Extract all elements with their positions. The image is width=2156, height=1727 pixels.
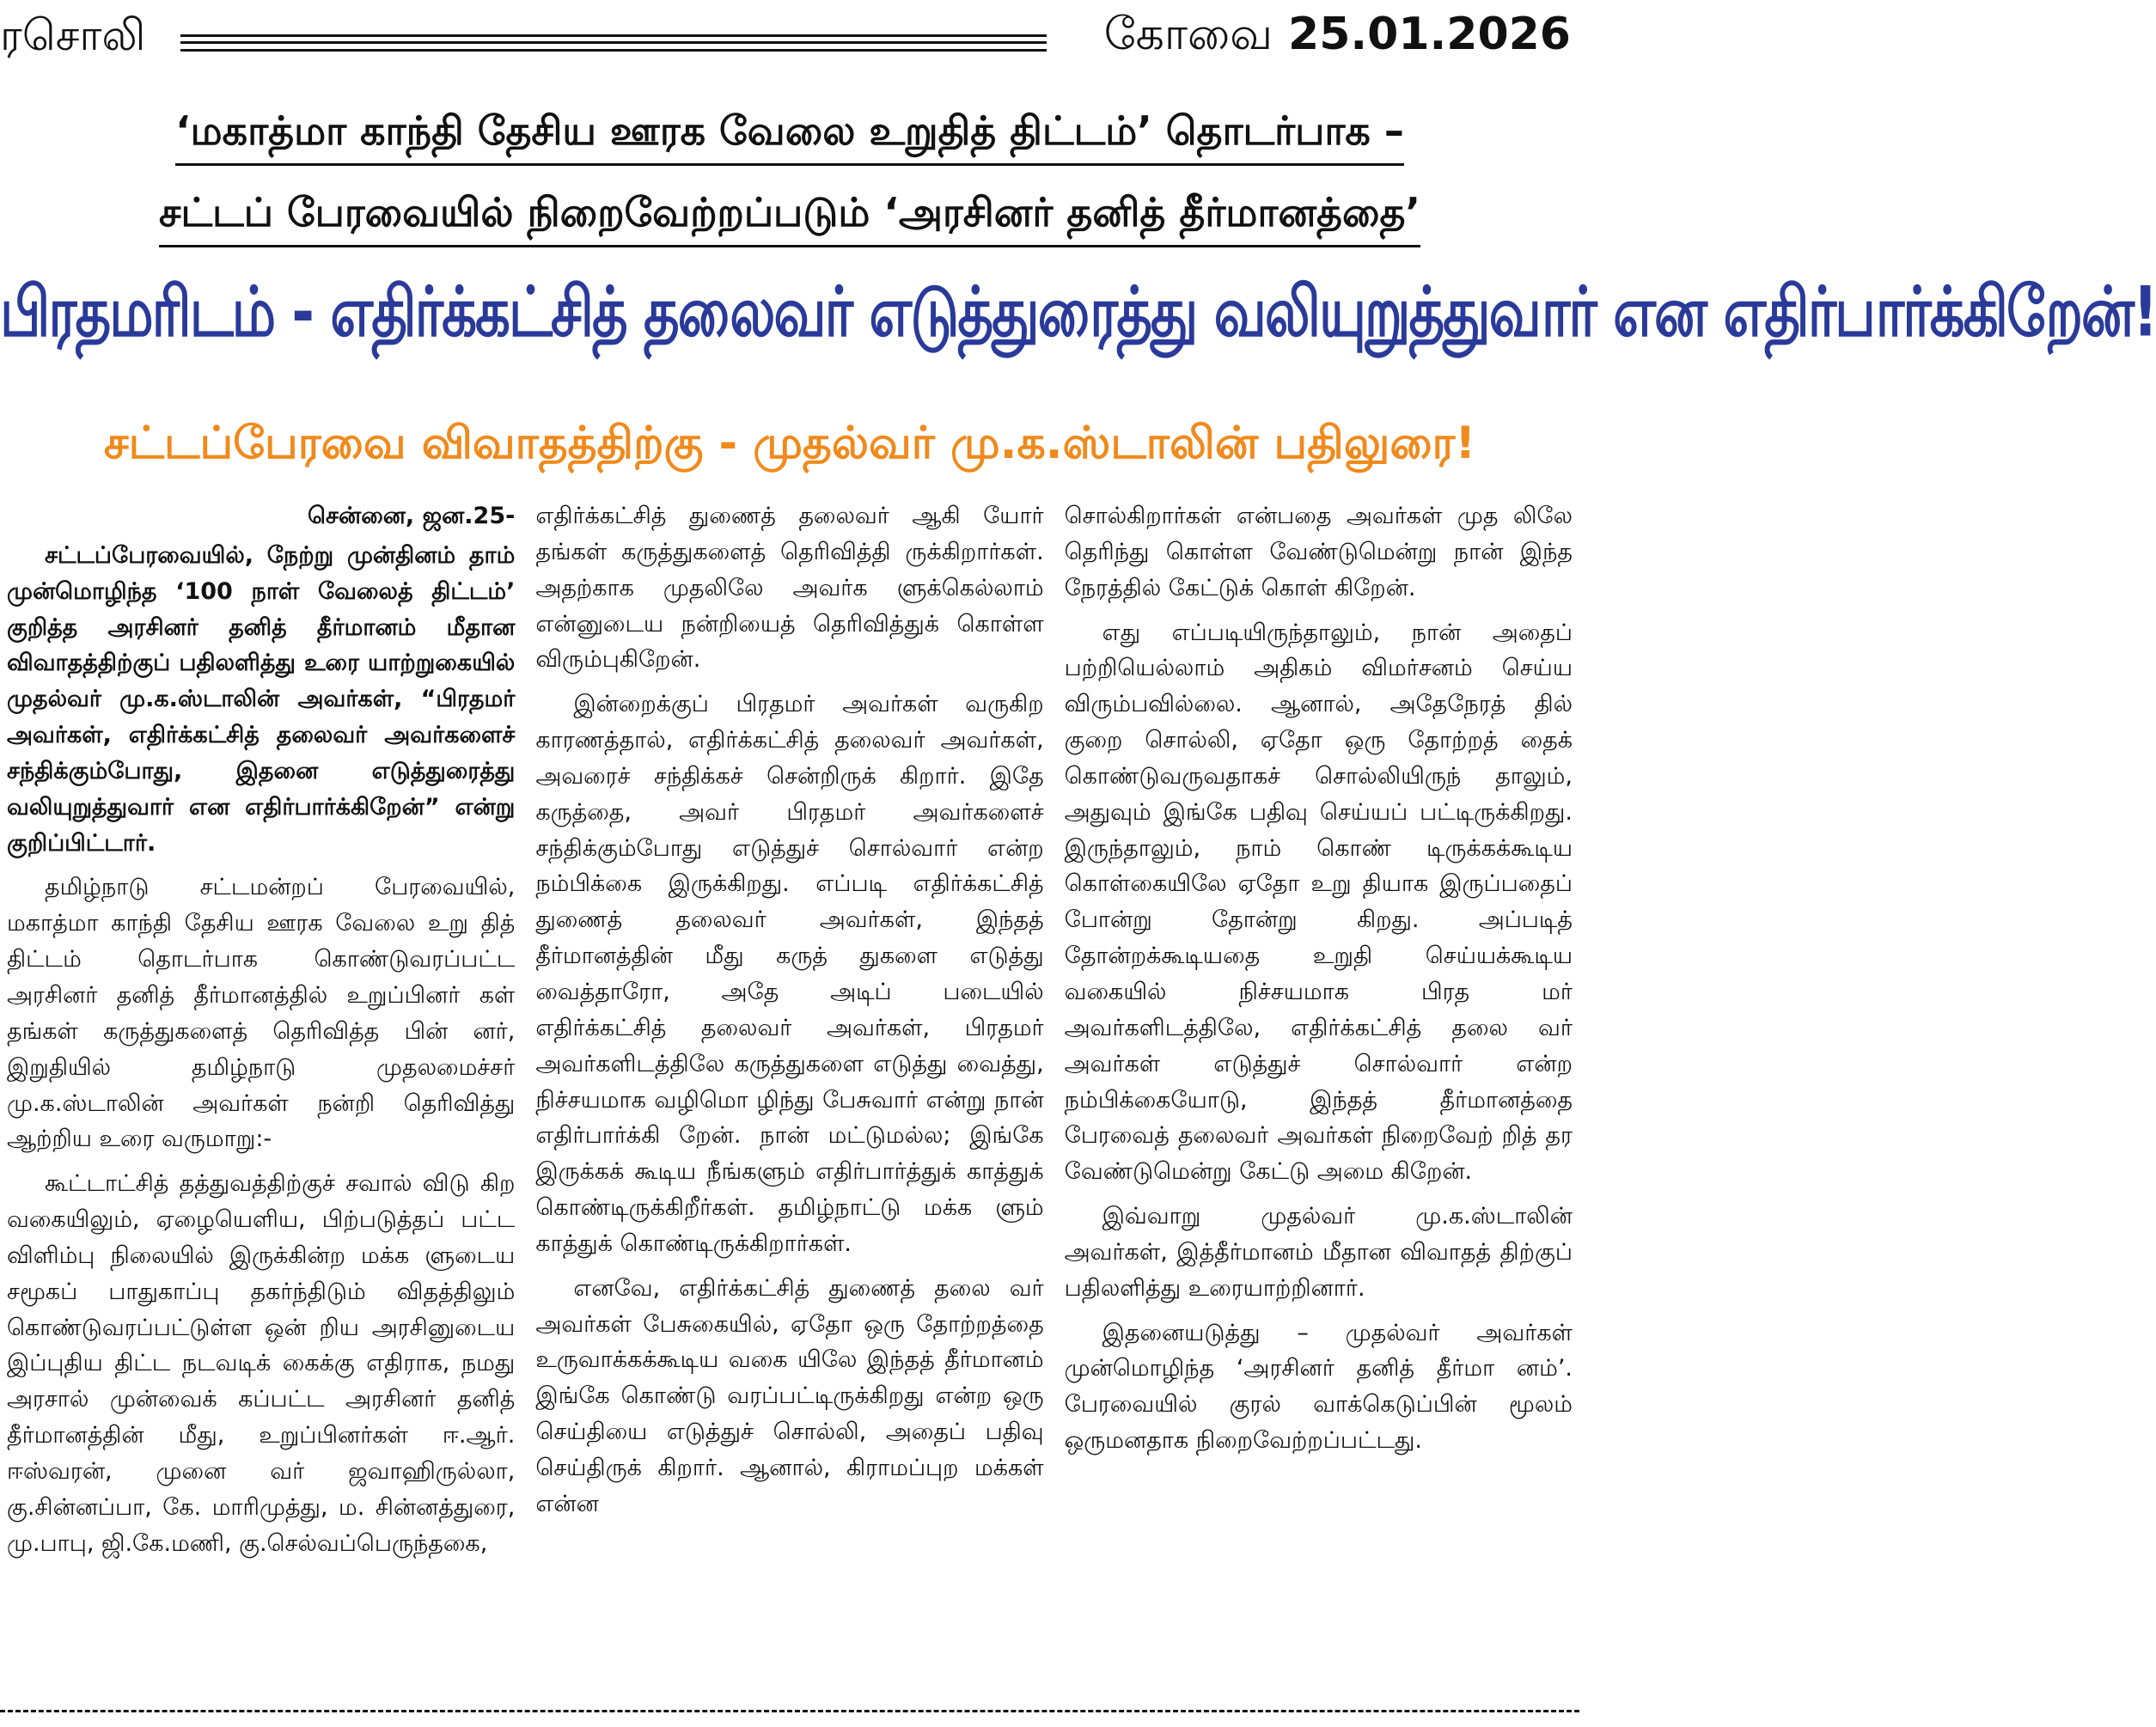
article-column-3	[1065, 498, 1573, 1693]
kicker-line-1	[0, 107, 1579, 166]
masthead-rule	[180, 34, 1047, 52]
masthead	[0, 9, 1579, 77]
article-dateline: சென்னை, ஜன.25-	[308, 503, 516, 529]
article-paragraph: இவ்வாறு முதல்வர் மு.க.ஸ்டாலின் அவர்கள், இத்தீர்மானம் மீதான விவாதத் திற்குப் பதிலளித்து உரையாற்றினார்.	[1064, 1203, 1573, 1302]
masthead-dateline	[1104, 9, 1571, 66]
masthead-city: கோவை	[1103, 9, 1273, 60]
article-paragraph: தமிழ்நாடு சட்டமன்றப் பேரவையில், மகாத்மா காந்தி தேசிய ஊரக வேலை உறு தித் திட்டம் தொடர்பாக கொண்டுவரப்பட்ட அரசினர் தனித் தீர்மானத்தில் உறுப்பினர் கள் தங்கள் கருத்துகளைத் தெரிவித்த பின் னர், இறுதியில் தமிழ்நாடு முதலமைச்சர் மு.க.ஸ்டாலின் அவர்கள் நன்றி தெரிவித்து ஆற்றிய உரை வருமாறு:-	[7, 874, 516, 1153]
article-paragraph: கூட்டாட்சித் தத்துவத்திற்குச் சவால் விடு கிற வகையிலும், ஏழையெளிய, பிற்படுத்தப் பட்ட விளிம்பு நிலையில் இருக்கின்ற மக்க ளுடைய சமூகப் பாதுகாப்பு தகர்ந்திடும் விதத்திலும் கொண்டுவரப்பட்டுள்ள ஒன் றிய அரசினுடைய இப்புதிய திட்ட நடவடிக் கைக்கு எதிராக, நமது அரசால் முன்வைக் கப்பட்ட அரசினர் தனித் தீர்மானத்தின் மீது, உறுப்பினர்கள் ஈ.ஆர். ஈஸ்வரன், முனை வர் ஜவாஹிருல்லா, கு.சின்னப்பா, கே. மாரிமுத்து, ம. சின்னத்துரை, மு.பாபு, ஜி.கே.மணி, கு.செல்வப்பெருந்தகை,	[7, 1170, 516, 1557]
subhead: சட்டப்பேரவை விவாதத்திற்கு - முதல்வர் மு.க.ஸ்டாலின் பதிலுரை!	[103, 418, 1476, 469]
article-paragraph: இதனையடுத்து – முதல்வர் அவர்கள் முன்மொழிந்த ‘அரசினர் தனித் தீர்மா னம்’. பேரவையில் குரல் வாக்கெடுப்பின் மூலம் ஒருமனதாக நிறைவேற்றப்பட்டது.	[1064, 1319, 1573, 1455]
kicker-line-2-text: சட்டப் பேரவையில் நிறைவேற்றப்படும் ‘அரசினர் தனித் தீர்மானத்தை’	[159, 189, 1420, 247]
article-paragraph: எது எப்படியிருந்தாலும், நான் அதைப் பற்றியெல்லாம் அதிகம் விமர்சனம் செய்ய விரும்பவில்லை. ஆனால், அதேநேரத் தில் குறை சொல்லி, ஏதோ ஒரு தோற்றத் தைக் கொண்டுவருவதாகச் சொல்லியிருந் தாலும், அதுவும் இங்கே பதிவு செய்யப் பட்டிருக்கிறது. இருந்தாலும், நாம் கொண் டிருக்கக்கூடிய கொள்கையிலே ஏதோ உறு தியாக இருப்பதைப் போன்று தோன்று கிறது. அப்படித் தோன்றக்கூடியதை உறுதி செய்யக்கூடிய வகையில் நிச்சயமாக பிரத மர் அவர்களிடத்திலே, எதிர்க்கட்சித் தலை வர் அவர்கள் எடுத்துச் சொல்வார் என்ற நம்பிக்கையோடு, இந்தத் தீர்மானத்தை பேரவைத் தலைவர் அவர்கள் நிறைவேற் றித் தர வேண்டுமென்று கேட்டு அமை கிறேன்.	[1064, 619, 1573, 1186]
masthead-date: 25.01.2026	[1288, 9, 1571, 60]
article-paragraph: எனவே, எதிர்க்கட்சித் துணைத் தலை வர் அவர்கள் பேசுகையில், ஏதோ ஒரு தோற்றத்தை உருவாக்கக்கூடிய வகை யிலே இந்தத் தீர்மானம் இங்கே கொண்டு வரப்பட்டிருக்கிறது என்ற ஒரு செய்தியை எடுத்துச் சொல்லி, அதைப் பதிவு செய்திருக் கிறார். ஆனால், கிராமப்புற மக்கள் என்ன	[535, 1274, 1044, 1517]
headline: பிரதமரிடம் - எதிர்க்கட்சித் தலைவர் எடுத்துரைத்து வலியுறுத்துவார் என எதிர்பார்க்கிறேன்!	[0, 273, 2156, 353]
article-paragraph: எதிர்க்கட்சித் துணைத் தலைவர் ஆகி யோர் தங்கள் கருத்துகளைத் தெரிவித்தி ருக்கிறார்கள். அதற்காக முதலிலே அவர்க ளுக்கெல்லாம் என்னுடைய நன்றியைத் தெரிவித்துக் கொள்ள விரும்புகிறேன்.	[535, 503, 1044, 674]
article-paragraph: இன்றைக்குப் பிரதமர் அவர்கள் வருகிற காரணத்தால், எதிர்க்கட்சித் தலைவர் அவர்கள், அவரைச் சந்திக்கச் சென்றிருக் கிறார். இதே கருத்தை, அவர் பிரதமர் அவர்களைச் சந்திக்கும்போது எடுத்துச் சொல்வார் என்ற நம்பிக்கை இருக்கிறது. எப்படி எதிர்க்கட்சித் துணைத் தலைவர் அவர்கள், இந்தத் தீர்மானத்தின் மீது கருத் துகளை எடுத்து வைத்தாரோ, அதே அடிப் படையில் எதிர்க்கட்சித் தலைவர் அவர்கள், பிரதமர் அவர்களிடத்திலே கருத்துகளை எடுத்து வைத்து, நிச்சயமாக வழிமொ ழிந்து பேசுவார் என்று நான் எதிர்பார்க்கி றேன். நான் மட்டுமல்ல; இங்கே இருக்கக் கூடிய நீங்களும் எதிர்பார்த்துக் காத்துக் கொண்டிருக்கிறீர்கள். தமிழ்நாட்டு மக்க ளும் காத்துக் கொண்டிருக்கிறார்கள்.	[535, 691, 1044, 1257]
article-column-1	[7, 498, 515, 1693]
kicker-line-2	[0, 189, 1579, 247]
article-paragraph: சட்டப்பேரவையில், நேற்று முன்தினம் தாம் முன்மொழிந்த ‘100 நாள் வேலைத் திட்டம்’ குறித்த அரசினர் தனித் தீர்மானம் மீதான விவாதத்திற்குப் பதிலளித்து உரை யாற்றுகையில் முதல்வர் மு.க.ஸ்டாலின் அவர்கள், “பிரதமர் அவர்கள், எதிர்க்கட்சித் தலைவர் அவர்களைச் சந்திக்கும்போது, இதனை எடுத்துரைத்து வலியுறுத்துவார் என எதிர்பார்க்கிறேன்” என்று குறிப்பிட்டார்.	[7, 541, 516, 857]
kicker-line-1-text: ‘மகாத்மா காந்தி தேசிய ஊரக வேலை உறுதித் திட்டம்’ தொடர்பாக –	[175, 107, 1404, 166]
article-body	[7, 498, 1573, 1693]
article-paragraph: சொல்கிறார்கள் என்பதை அவர்கள் முத லிலே தெரிந்து கொள்ள வேண்டுமென்று நான் இந்த நேரத்தில் கேட்டுக் கொள் கிறேன்.	[1064, 503, 1573, 601]
paper-name: ரசொலி	[0, 10, 146, 60]
article-column-2	[535, 498, 1043, 1693]
bottom-rule	[0, 1710, 1579, 1712]
